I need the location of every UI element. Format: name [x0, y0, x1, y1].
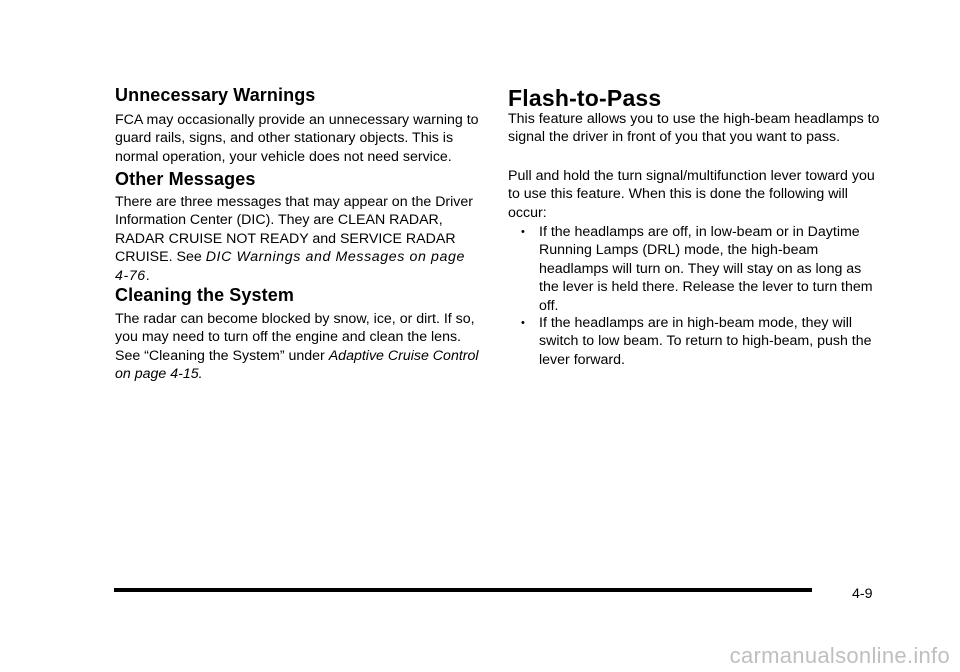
bullet-text: If the headlamps are off, in low-beam or in Daytime Running Lamps (DRL) mode, the high-beam headlamps will turn on. They will stay on as long as the lever is held there. Release the lever to turn them off. — [539, 224, 873, 314]
adaptive-cruise-control-link[interactable]: Adaptive Cruise Control on page 4-15. — [115, 347, 479, 383]
footer-divider — [114, 588, 812, 592]
flash-to-pass-heading: Flash-to-Pass — [508, 85, 662, 111]
other-messages-text: There are three messages that may appear on the Driver Information Center (DIC). They are CLEAN RADAR, RADAR CRUISE NOT READY and SERVICE RADAR CRUISE. See — [115, 194, 474, 266]
other-messages-heading: Other Messages — [115, 169, 256, 189]
other-messages-period: . — [145, 267, 150, 284]
bullet-item — [508, 314, 880, 369]
page-number: 4-9 — [852, 586, 873, 602]
watermark: carmanualsonline.info — [729, 643, 950, 668]
bullet-dot-icon: • — [521, 317, 525, 329]
unnecessary-warnings-heading: Unnecessary Warnings — [115, 85, 316, 105]
flash-to-pass-intro: This feature allows you to use the high-beam headlamps to signal the driver in front of you that you want to pass. — [508, 111, 880, 146]
cleaning-text: The radar can become blocked by snow, ice, or dirt. If so, you may need to turn off the engine and clean the lens. See “Cleaning the System” under — [115, 311, 475, 364]
dic-warnings-link[interactable]: DIC Warnings and Messages on page 4-76 — [115, 249, 465, 284]
bullet-dot-icon: • — [521, 226, 525, 238]
cleaning-the-system-heading: Cleaning the System — [115, 285, 294, 305]
unnecessary-warnings-body: FCA may occasionally provide an unnecessary warning to guard rails, signs, and other stationary objects. This is normal operation, your vehicle does not need service. — [115, 112, 479, 165]
bullet-text: If the headlamps are in high-beam mode, they will switch to low beam. To return to high-beam, push the lever forward. — [539, 315, 872, 368]
flash-to-pass-instructions: Pull and hold the turn signal/multifunction lever toward you to use this feature. When this is done the following will occur: — [508, 168, 875, 221]
cleaning-the-system-body — [115, 310, 480, 384]
other-messages-body — [115, 193, 480, 285]
bullet-item — [508, 223, 880, 315]
